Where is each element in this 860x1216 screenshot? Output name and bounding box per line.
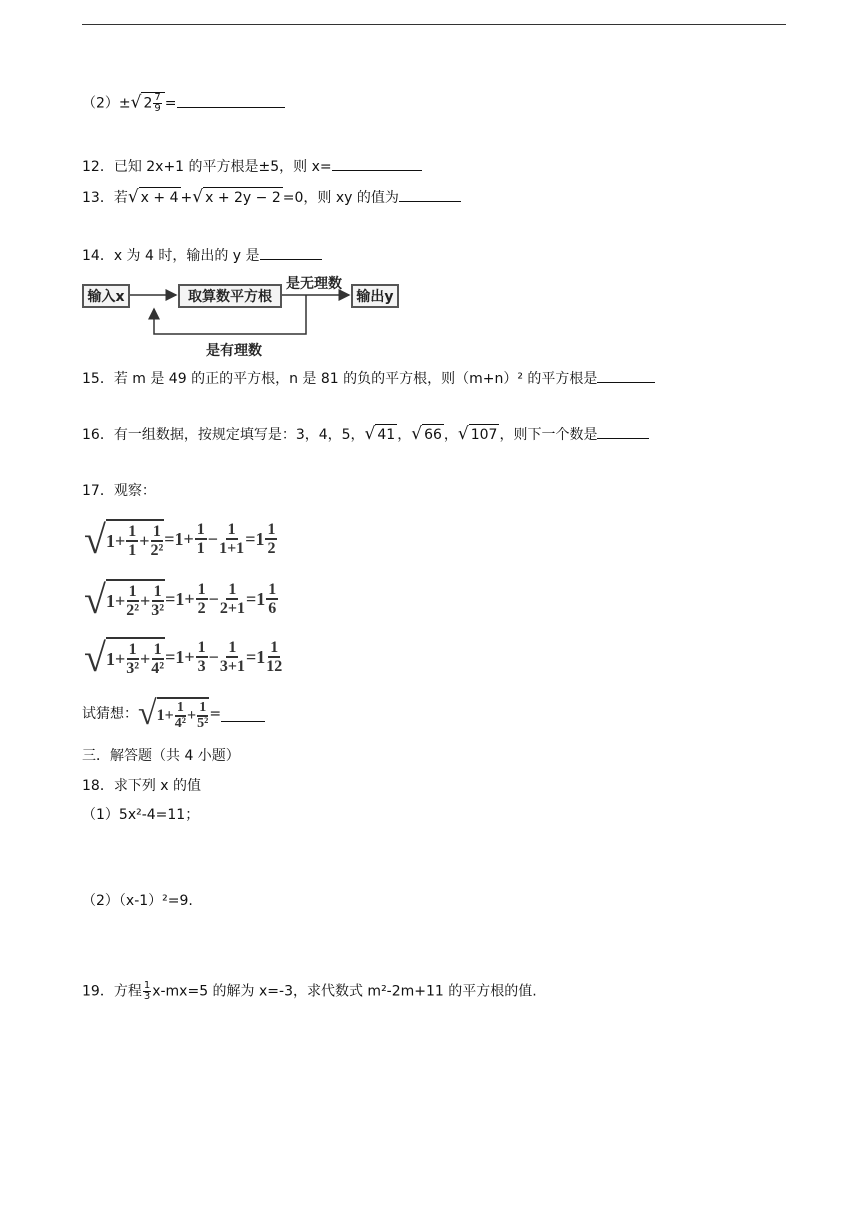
whole: 1: [256, 588, 266, 609]
q14-text: 14．x 为 4 时，输出的 y 是: [82, 248, 260, 264]
fraction: [175, 701, 186, 731]
fraction: [126, 641, 139, 677]
radical-icon: √: [130, 92, 142, 113]
whole: 1: [256, 646, 266, 667]
q16-root-3: 107: [469, 424, 500, 445]
q16-sep: ，: [443, 427, 458, 443]
num: 1: [176, 700, 184, 715]
q11-den: 9: [154, 103, 161, 114]
q13-plus: +: [180, 190, 193, 206]
q15-text: 15．若 m 是 49 的正的平方根，n 是 81 的负的平方根，则（m+n）² 的平方根是: [82, 371, 598, 387]
fraction: [197, 701, 208, 731]
flow-output-box: 输出y: [351, 284, 399, 308]
den: 2: [197, 600, 206, 617]
radical-icon: √: [127, 187, 139, 207]
q16-suffix: ，则下一个数是: [499, 427, 598, 443]
den: 5²: [197, 716, 209, 731]
radical-icon: √: [192, 187, 204, 207]
fraction: [151, 583, 164, 619]
guess-label: 试猜想：: [82, 706, 138, 722]
radicand: 1+ $\frac{1}{\text{4²}}$ + $\frac{1}{\text{5²}}$: [157, 697, 210, 731]
num: 1: [197, 639, 206, 656]
q13-radicand-2: x + 2y − 2: [203, 187, 283, 208]
num: 1: [128, 583, 137, 600]
fraction: [196, 639, 208, 675]
fraction: [265, 521, 277, 557]
q19-suffix: x-mx=5 的解为 x=-3，求代数式 m²-2m+11 的平方根的值.: [152, 983, 537, 1000]
q19-fraction: [143, 981, 151, 1002]
term: 1: [105, 590, 115, 611]
fraction: [196, 581, 208, 617]
observe-row-3: √ 1 + $\frac{1}{\text{3²}}$ + $\frac{1}{\text{4²}}$ =1+ $\frac{1}{3}$ − $\frac{1}{3+1}$ = 1 $\frac{1}{12}$: [84, 634, 283, 680]
q11-whole: 2: [143, 95, 153, 112]
observe-row-2: √ 1 + $\frac{1}{\text{2²}}$ + $\frac{1}{\text{3²}}$ =1+ $\frac{1}{2}$ − $\frac{1}{2+1}$ = 1 $\frac{1}{6}$: [84, 576, 277, 622]
radical-icon: √: [84, 576, 106, 622]
radicand: 1 + $\frac{1}{\text{3²}}$ + $\frac{1}{\text{4²}}$: [106, 637, 165, 677]
den: 6: [268, 600, 277, 617]
num: 1: [196, 521, 205, 538]
den: 2+1: [219, 600, 245, 617]
question-15: [82, 368, 655, 389]
num: 1: [153, 641, 162, 658]
fraction: [150, 523, 163, 559]
num: 1: [227, 521, 236, 538]
flow-irrational-label: 是无理数: [286, 276, 342, 292]
question-18-part-2: （2）（x-1）²=9.: [82, 893, 193, 909]
q16-sep: ，: [397, 427, 412, 443]
q12-text: 12．已知 2x+1 的平方根是±5，则 x=: [82, 159, 332, 175]
flow-arrows: [0, 0, 860, 400]
fraction: [151, 641, 164, 677]
den: 1+1: [219, 540, 245, 557]
radicand: 1 + $\frac{1}{\text{2²}}$ + $\frac{1}{\text{3²}}$: [106, 579, 165, 619]
radical-icon: √: [457, 424, 469, 444]
fraction: [220, 639, 245, 675]
answer-blank[interactable]: [597, 424, 649, 439]
fraction: [126, 523, 138, 559]
term: 1: [105, 648, 115, 669]
num: 1: [153, 583, 162, 600]
num: 1: [267, 521, 276, 538]
q11-eq: =: [164, 95, 177, 112]
den: 3+1: [219, 658, 245, 675]
fraction: [126, 583, 139, 619]
den: 12: [266, 658, 283, 675]
den: 1: [128, 542, 137, 559]
num: 1: [268, 581, 277, 598]
q11-prefix: （2）±: [82, 95, 131, 112]
q13-prefix: 13．若: [82, 190, 128, 206]
question-16: [82, 424, 649, 445]
flow-compute-box: 取算数平方根: [178, 284, 282, 308]
den: 4²: [174, 716, 186, 731]
question-18-title: 18．求下列 x 的值: [82, 778, 201, 794]
num: 1: [228, 581, 237, 598]
num: 1: [228, 639, 237, 656]
radical-icon: √: [84, 516, 106, 562]
den: 3²: [151, 602, 165, 619]
guess-line: [82, 694, 265, 734]
q11-num: 7: [154, 92, 161, 103]
whole: 1: [255, 528, 265, 549]
fraction: [220, 581, 245, 617]
den: 4²: [151, 660, 165, 677]
num: 1: [143, 980, 151, 991]
fraction: [195, 521, 207, 557]
flow-rational-label: 是有理数: [206, 343, 262, 359]
q13-radicand-1: x + 4: [139, 187, 181, 208]
answer-blank[interactable]: [221, 707, 265, 722]
den: 2: [267, 540, 276, 557]
num: 1: [152, 523, 161, 540]
fraction: [266, 581, 278, 617]
den: 2²: [150, 542, 164, 559]
question-19: [82, 981, 537, 1002]
radical-icon: √: [138, 695, 157, 732]
num: 1: [199, 700, 207, 715]
fraction: [219, 521, 244, 557]
q16-root-2: 66: [422, 424, 444, 445]
fraction: [266, 639, 282, 675]
num: 1: [128, 523, 137, 540]
q13-suffix: =0，则 xy 的值为: [282, 190, 399, 206]
radical-icon: √: [84, 634, 106, 680]
q16-prefix: 16．有一组数据，按规定填写是：3，4，5，: [82, 427, 365, 443]
den: 1: [196, 540, 205, 557]
radical-icon: √: [411, 424, 423, 444]
question-17-title: 17．观察：: [82, 483, 156, 499]
den: 2²: [126, 602, 140, 619]
q16-root-1: 41: [375, 424, 397, 445]
term: 1: [105, 530, 115, 551]
num: 1: [270, 639, 279, 656]
section-3-heading: 三．解答题（共 4 小题）: [82, 748, 240, 764]
q19-prefix: 19．方程: [82, 983, 142, 1000]
observe-row-1: √ 1 + $\frac{1}{1}$ + $\frac{1}{\text{2²}}$ =1+ $\frac{1}{1}$ − $\frac{1}{1+1}$ = 1 $\frac{1}{2}$: [84, 516, 276, 562]
den: 3: [143, 991, 151, 1002]
flow-input-box: 输入x: [82, 284, 130, 308]
answer-blank[interactable]: [597, 368, 655, 383]
guess-expression: [138, 694, 209, 734]
num: 1: [197, 581, 206, 598]
num: 1: [128, 641, 137, 658]
question-18-part-1: （1）5x²-4=11；: [82, 807, 200, 823]
den: 3: [197, 658, 206, 675]
radical-icon: √: [364, 424, 376, 444]
guess-eq: =: [209, 706, 222, 722]
radicand: 1 + $\frac{1}{1}$ + $\frac{1}{\text{2²}}$: [106, 519, 164, 559]
den: 3²: [126, 660, 140, 677]
